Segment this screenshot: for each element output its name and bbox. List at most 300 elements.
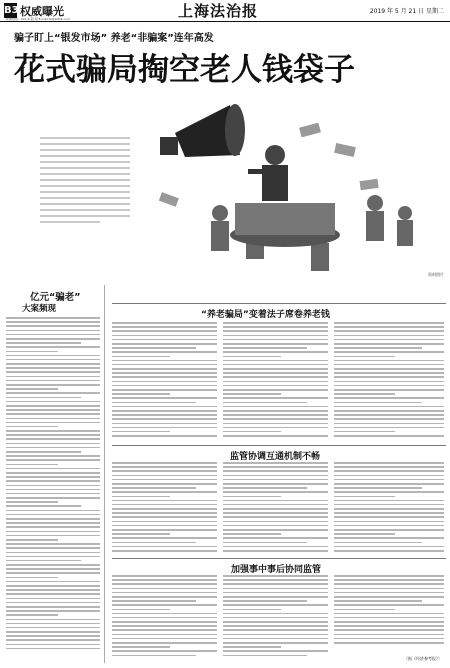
- text-line: [6, 392, 100, 394]
- text-line: [334, 629, 444, 631]
- text-line: [223, 376, 328, 378]
- text-line: [6, 552, 100, 554]
- pedestal: [230, 203, 340, 247]
- text-line: [223, 596, 328, 598]
- text-line: [112, 500, 217, 502]
- megaphone-icon: [160, 104, 245, 157]
- text-line: [112, 479, 217, 481]
- text-line: [223, 516, 328, 518]
- text-line: [6, 464, 58, 466]
- text-line: [223, 397, 328, 399]
- text-line: [334, 487, 422, 489]
- text-line: [223, 491, 328, 493]
- text-line: [223, 650, 328, 652]
- text-line: [223, 655, 307, 657]
- text-line: [112, 462, 217, 464]
- text-line: [6, 497, 100, 499]
- text-line: [334, 512, 444, 514]
- text-line: [223, 533, 281, 535]
- text-line: [223, 609, 281, 611]
- text-line: [223, 364, 328, 366]
- text-line: [334, 351, 444, 353]
- text-line: [112, 537, 217, 539]
- text-line: [334, 381, 444, 383]
- text-line: [6, 476, 100, 478]
- text-line: [223, 600, 307, 602]
- text-line: [334, 406, 444, 408]
- text-line: [6, 493, 100, 495]
- text-line: [334, 397, 444, 399]
- text-line: [334, 343, 444, 345]
- text-column: [112, 322, 217, 439]
- text-line: [223, 479, 328, 481]
- text-line: [6, 451, 81, 453]
- intro-text-block: [40, 137, 130, 223]
- text-line: [112, 512, 217, 514]
- text-line: [334, 414, 444, 416]
- article-kicker: 骗子盯上“银发市场” 养老“非骗案”连年高发: [14, 33, 214, 44]
- text-line: [334, 508, 444, 510]
- text-line: [334, 410, 444, 412]
- text-line: [112, 646, 170, 648]
- article-headline: 花式骗局掏空老人钱袋子: [14, 52, 355, 88]
- text-column: [334, 462, 444, 554]
- text-line: [334, 604, 444, 606]
- text-line: [112, 642, 217, 644]
- text-line: [334, 550, 444, 552]
- text-line: [112, 423, 217, 425]
- text-line: [223, 629, 328, 631]
- text-line: [334, 583, 444, 585]
- text-line: [6, 438, 100, 440]
- text-line: [223, 372, 328, 374]
- text-line: [223, 462, 328, 464]
- text-line: [112, 389, 217, 391]
- text-line: [6, 338, 100, 340]
- text-line: [334, 326, 444, 328]
- text-column: [223, 575, 328, 659]
- text-line: [223, 583, 328, 585]
- text-line: [6, 623, 100, 625]
- text-line: [334, 525, 444, 527]
- text-line: [6, 317, 100, 319]
- text-line: [223, 638, 328, 640]
- text-line: [112, 393, 170, 395]
- text-line: [6, 644, 100, 646]
- text-line: [112, 381, 217, 383]
- text-line: [112, 583, 217, 585]
- text-line: [6, 447, 100, 449]
- text-line: [112, 516, 217, 518]
- text-line: [112, 410, 217, 412]
- text-line: [6, 468, 100, 470]
- text-line: [334, 372, 444, 374]
- text-line: [112, 613, 217, 615]
- text-line: [334, 462, 444, 464]
- text-line: [6, 459, 100, 461]
- text-line: [223, 521, 328, 523]
- text-line: [334, 516, 444, 518]
- text-line: [223, 381, 328, 383]
- text-line: [6, 397, 81, 399]
- text-line: [112, 347, 196, 349]
- text-line: [112, 496, 170, 498]
- text-line: [223, 431, 281, 433]
- text-line: [334, 546, 444, 548]
- text-line: [112, 475, 217, 477]
- text-line: [334, 364, 444, 366]
- text-line: [6, 422, 100, 424]
- text-line: [112, 609, 170, 611]
- text-line: [334, 642, 444, 644]
- text-line: [6, 581, 100, 583]
- text-line: [6, 602, 100, 604]
- text-line: [334, 347, 422, 349]
- text-line: [6, 430, 100, 432]
- text-line: [112, 360, 217, 362]
- text-line: [6, 489, 100, 491]
- text-line: [223, 579, 328, 581]
- text-line: [6, 598, 100, 600]
- text-column: [6, 317, 100, 652]
- issue-date: 2019 年 5 月 21 日 星期二: [369, 8, 444, 15]
- text-line: [334, 609, 395, 611]
- text-line: [6, 572, 100, 574]
- text-column: [112, 462, 217, 554]
- text-line: [112, 322, 217, 324]
- text-line: [334, 479, 444, 481]
- section-name: 权威曝光: [20, 5, 64, 18]
- text-line: [334, 470, 444, 472]
- text-line: [334, 600, 422, 602]
- text-line: [112, 542, 196, 544]
- text-line: [334, 537, 444, 539]
- text-line: [6, 614, 58, 616]
- newspaper-masthead: 上海法治报: [178, 2, 259, 20]
- text-line: [112, 397, 217, 399]
- text-line: [6, 556, 100, 558]
- text-line: [6, 627, 100, 629]
- text-line: [6, 505, 81, 507]
- text-line: [112, 575, 217, 577]
- text-line: [223, 483, 328, 485]
- text-line: [6, 535, 100, 537]
- text-line: [6, 589, 100, 591]
- text-line: [6, 639, 100, 641]
- text-line: [334, 496, 395, 498]
- section-rule: [112, 445, 446, 446]
- text-line: [223, 625, 328, 627]
- text-line: [223, 402, 307, 404]
- text-line: [334, 418, 444, 420]
- text-line: [223, 613, 328, 615]
- text-line: [223, 406, 328, 408]
- text-line: [334, 529, 444, 531]
- text-line: [334, 621, 444, 623]
- text-line: [6, 539, 58, 541]
- section-heading: 加强事中事后协同监管: [231, 565, 322, 575]
- text-column: [223, 322, 328, 439]
- text-line: [334, 634, 444, 636]
- text-line: [223, 470, 328, 472]
- text-line: [112, 596, 217, 598]
- text-line: [6, 606, 100, 608]
- text-line: [334, 625, 444, 627]
- text-line: [223, 542, 307, 544]
- text-line: [223, 546, 328, 548]
- text-line: [6, 526, 100, 528]
- text-line: [223, 512, 328, 514]
- text-line: [223, 343, 328, 345]
- text-line: [6, 409, 100, 411]
- text-line: [112, 427, 217, 429]
- text-line: [112, 617, 217, 619]
- text-line: [223, 504, 328, 506]
- text-line: [334, 389, 444, 391]
- text-line: [112, 368, 217, 370]
- text-line: [6, 568, 100, 570]
- text-line: [223, 621, 328, 623]
- text-line: [6, 455, 100, 457]
- text-line: [334, 423, 444, 425]
- text-line: [334, 521, 444, 523]
- text-line: [223, 604, 328, 606]
- text-line: [112, 470, 217, 472]
- text-line: [223, 525, 328, 527]
- text-line: [6, 363, 100, 365]
- text-line: [6, 485, 100, 487]
- text-line: [112, 504, 217, 506]
- text-line: [334, 638, 444, 640]
- text-line: [112, 418, 217, 420]
- text-line: [112, 600, 196, 602]
- text-line: [6, 413, 100, 415]
- text-line: [334, 330, 444, 332]
- section-heading: “养老骗局”变着法子席卷养老钱: [201, 310, 330, 320]
- text-column: [112, 575, 217, 659]
- text-line: [334, 385, 444, 387]
- column-divider: [104, 285, 105, 663]
- text-line: [112, 483, 217, 485]
- text-line: [6, 631, 100, 633]
- text-line: [223, 418, 328, 420]
- text-line: [223, 335, 328, 337]
- text-line: [112, 579, 217, 581]
- text-line: [334, 339, 444, 341]
- text-line: [223, 529, 328, 531]
- section-rule: [112, 303, 446, 304]
- text-line: [223, 550, 328, 552]
- text-line: [6, 359, 100, 361]
- text-line: [223, 634, 328, 636]
- text-line: [112, 508, 217, 510]
- text-line: [223, 351, 328, 353]
- text-line: [334, 335, 444, 337]
- page-header: [0, 0, 450, 22]
- text-line: [6, 619, 100, 621]
- text-line: [223, 356, 281, 358]
- text-line: [334, 360, 444, 362]
- text-line: [6, 585, 100, 587]
- text-line: [6, 443, 100, 445]
- sidebar-title: 亿元“骗老”: [30, 292, 81, 303]
- text-line: [112, 625, 217, 627]
- text-line: [334, 579, 444, 581]
- text-line: [6, 376, 100, 378]
- text-line: [112, 435, 217, 437]
- text-line: [6, 334, 100, 336]
- speaker-figure: [248, 145, 288, 201]
- text-line: [334, 466, 444, 468]
- text-line: [112, 339, 217, 341]
- text-line: [334, 500, 444, 502]
- text-line: [6, 330, 100, 332]
- text-line: [223, 339, 328, 341]
- sidebar-subtitle: 大案频现: [22, 304, 57, 314]
- text-line: [223, 537, 328, 539]
- text-line: [6, 610, 100, 612]
- text-line: [6, 367, 100, 369]
- text-line: [223, 475, 328, 477]
- text-line: [112, 431, 170, 433]
- footer-credit: （据《经济参考报》）: [404, 656, 442, 661]
- page-number-badge: B3: [4, 5, 19, 16]
- text-line: [112, 533, 170, 535]
- text-line: [223, 389, 328, 391]
- text-line: [6, 635, 100, 637]
- text-line: [6, 547, 100, 549]
- text-line: [223, 330, 328, 332]
- text-line: [6, 380, 100, 382]
- text-line: [6, 472, 100, 474]
- text-line: [334, 533, 395, 535]
- text-line: [112, 351, 217, 353]
- text-line: [223, 466, 328, 468]
- text-line: [112, 406, 217, 408]
- text-line: [223, 646, 281, 648]
- text-line: [112, 621, 217, 623]
- text-line: [6, 593, 100, 595]
- text-line: [6, 501, 58, 503]
- text-line: [6, 384, 100, 386]
- text-line: [6, 325, 100, 327]
- text-line: [334, 431, 395, 433]
- text-line: [112, 588, 217, 590]
- text-line: [6, 577, 58, 579]
- illustration: [0, 85, 450, 280]
- text-line: [112, 491, 217, 493]
- text-line: [6, 480, 100, 482]
- text-line: [6, 426, 58, 428]
- text-line: [334, 483, 444, 485]
- text-line: [112, 356, 170, 358]
- text-line: [112, 414, 217, 416]
- text-line: [6, 405, 100, 407]
- text-line: [6, 648, 100, 650]
- text-line: [112, 376, 217, 378]
- text-column: [334, 575, 444, 646]
- text-line: [6, 355, 100, 357]
- text-line: [223, 427, 328, 429]
- text-line: [334, 588, 444, 590]
- text-line: [112, 650, 217, 652]
- text-line: [223, 617, 328, 619]
- text-line: [112, 364, 217, 366]
- text-line: [112, 385, 217, 387]
- text-line: [112, 655, 196, 657]
- text-line: [223, 393, 281, 395]
- text-line: [223, 592, 328, 594]
- text-line: [6, 518, 100, 520]
- photo-credit: 资料图片: [428, 272, 444, 277]
- text-line: [223, 588, 328, 590]
- text-line: [223, 368, 328, 370]
- text-line: [112, 525, 217, 527]
- text-line: [334, 592, 444, 594]
- text-line: [6, 342, 81, 344]
- text-line: [112, 546, 217, 548]
- text-line: [334, 368, 444, 370]
- text-line: [334, 504, 444, 506]
- text-line: [334, 596, 444, 598]
- text-line: [112, 634, 217, 636]
- text-line: [223, 410, 328, 412]
- text-line: [334, 491, 444, 493]
- text-line: [112, 487, 196, 489]
- text-line: [6, 514, 100, 516]
- text-line: [223, 414, 328, 416]
- contact-line: 新闻热线：021-6 新 闻 E-mail:fz@shfzb.com: [6, 17, 70, 21]
- text-line: [6, 388, 58, 390]
- text-line: [223, 435, 328, 437]
- text-line: [6, 418, 100, 420]
- text-line: [112, 330, 217, 332]
- text-line: [112, 372, 217, 374]
- section-heading: 监管协调互通机制不畅: [230, 452, 321, 462]
- text-line: [334, 356, 395, 358]
- text-line: [223, 347, 307, 349]
- text-line: [223, 500, 328, 502]
- text-line: [6, 531, 100, 533]
- text-line: [334, 575, 444, 577]
- text-line: [334, 435, 444, 437]
- text-line: [334, 376, 444, 378]
- text-line: [112, 466, 217, 468]
- text-line: [223, 385, 328, 387]
- text-line: [6, 321, 100, 323]
- text-line: [6, 346, 100, 348]
- text-column: [223, 462, 328, 554]
- text-line: [6, 522, 100, 524]
- text-line: [6, 543, 100, 545]
- text-line: [223, 487, 307, 489]
- text-line: [334, 617, 444, 619]
- text-line: [112, 638, 217, 640]
- text-line: [334, 393, 395, 395]
- text-line: [6, 371, 100, 373]
- text-line: [334, 613, 444, 615]
- text-line: [334, 427, 444, 429]
- text-line: [112, 592, 217, 594]
- section-rule: [112, 558, 446, 559]
- text-line: [112, 529, 217, 531]
- text-line: [223, 496, 281, 498]
- text-line: [6, 434, 100, 436]
- text-line: [112, 604, 217, 606]
- text-line: [112, 629, 217, 631]
- text-line: [112, 335, 217, 337]
- text-line: [223, 423, 328, 425]
